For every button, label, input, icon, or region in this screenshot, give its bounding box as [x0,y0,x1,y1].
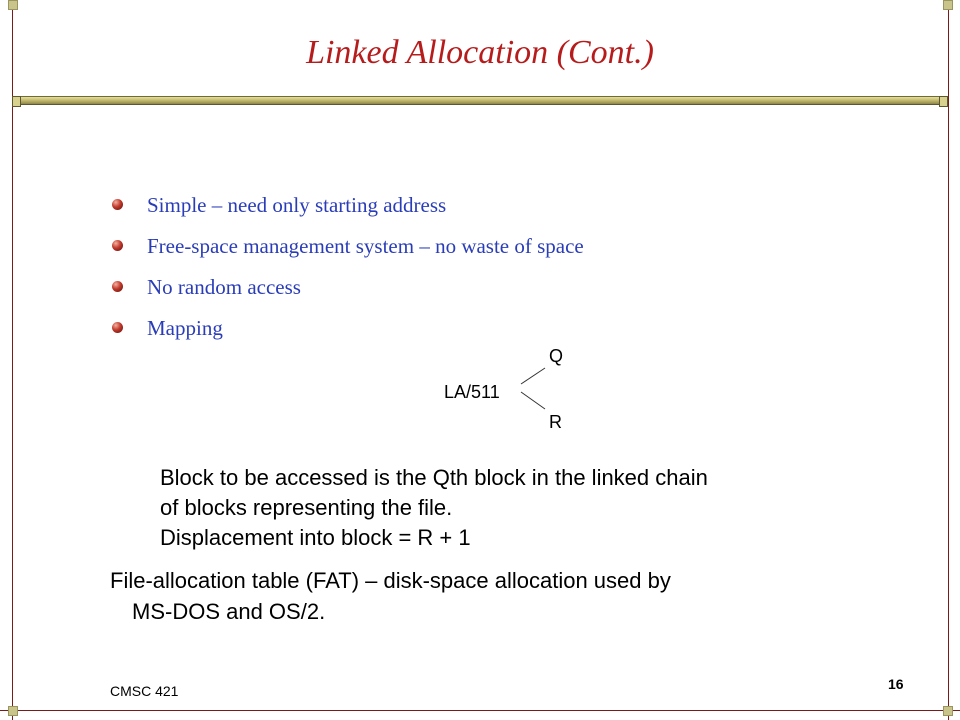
bullet-list [110,190,584,354]
quotient-label: Q [549,346,564,366]
red-ball-bullet-icon [112,240,123,251]
title-underline-bar [16,96,944,105]
bullet-text: No random access [147,275,301,299]
bottom-left-corner-square [8,706,18,716]
fat-line: File-allocation table (FAT) – disk-space allocation used by [110,568,671,593]
bullet-item [110,313,584,354]
bullet-text: Simple – need only starting address [147,193,447,217]
bullet-text: Free-space management system – no waste of space [147,234,584,258]
right-frame-line [948,0,949,720]
dividend-label: LA/511 [444,382,500,402]
title-bar-left-cap [12,96,21,107]
quotient-branch-line [521,368,545,384]
fat-line: MS-DOS and OS/2. [132,599,326,624]
explanation-line: Block to be accessed is the Qth block in the linked chain [160,465,708,490]
top-right-corner-square [943,0,953,10]
title-bar-right-cap [939,96,948,107]
remainder-label: R [549,412,562,432]
course-footer: CMSC 421 [110,683,179,699]
red-ball-bullet-icon [112,199,123,210]
bottom-frame-line [0,710,960,711]
bullet-text: Mapping [147,316,223,340]
top-left-corner-square [8,0,18,10]
bullet-item [110,272,584,313]
left-frame-line [12,0,13,720]
red-ball-bullet-icon [112,322,123,333]
explanation-line: Displacement into block = R + 1 [160,525,471,550]
bullet-item [110,231,584,272]
bullet-item [110,190,584,231]
remainder-branch-line [521,392,545,409]
red-ball-bullet-icon [112,281,123,292]
bottom-right-corner-square [943,706,953,716]
page-number: 16 [888,676,904,692]
explanation-line: of blocks representing the file. [160,495,453,520]
slide-title: Linked Allocation (Cont.) [306,34,654,71]
